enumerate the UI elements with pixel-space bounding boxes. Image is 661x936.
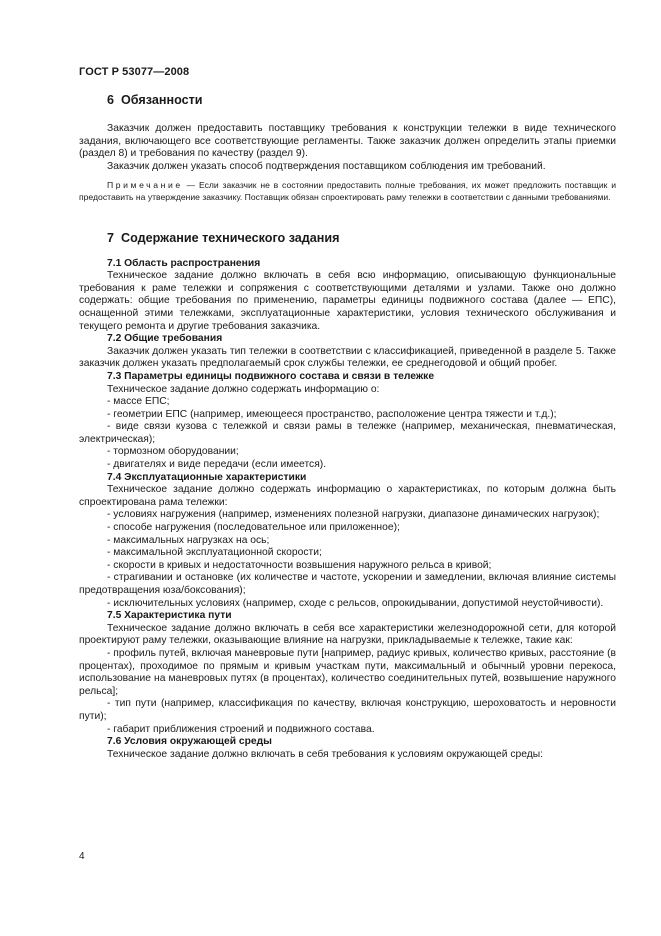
list-item: - максимальных нагрузках на ось; xyxy=(107,534,270,546)
section-6-number: 6 xyxy=(107,93,115,107)
subsection-7-5-paragraph: Техническое задание должно включать в себя все характеристики железнодорожной сети, для которой проектируют раму тележки, оказывающие влияние на нагрузки, прикладываемые к тележке, такие как: xyxy=(79,622,616,647)
section-6-note xyxy=(79,180,616,203)
list-item: - габарит приближения строений и подвижного состава. xyxy=(107,723,375,735)
document-body xyxy=(79,92,616,761)
standard-code-header: ГОСТ Р 53077—2008 xyxy=(79,66,190,78)
subsection-7-5-title: 7.5 Характеристика пути xyxy=(107,610,232,622)
list-item: - максимальной эксплуатационной скорости; xyxy=(107,547,322,559)
section-7-title: Содержание технического задания xyxy=(121,230,340,245)
subsection-7-1-paragraph: Техническое задание должно включать в себя всю информацию, описывающую функциональные требования к раме тележки и сопряжения с соответствующими деталями и узлами. Также оно должно содержать: общие требования по применению, параметры единицы подвижного состава (далее — ЕПС), оснащенной этими тележками, эксплуатационные характеристики, условия технического обслуживания и текущего ремонта и другие требования заказчика. xyxy=(79,270,616,332)
list-item: - страгивании и остановке (их количестве и частоте, ускорении и замедлении, включая влияние системы предотвращения юза/боксования); xyxy=(79,572,616,596)
list-item: - тип пути (например, классификация по качеству, включая конструкцию, шероховатость и неровности пути); xyxy=(79,698,616,722)
list-item: - виде связи кузова с тележкой и связи рамы в тележке (например, механическая, пневматическая, электрическая); xyxy=(79,421,616,445)
subsection-7-6-paragraph: Техническое задание должно включать в себя требования к условиям окружающей среды: xyxy=(107,748,544,760)
list-item: - геометрии ЕПС (например, имеющееся пространство, расположение центра тяжести и т.д.); xyxy=(107,408,557,420)
list-item: - условиях нагружения (например, изменениях полезной нагрузки, диапазоне динамических нагрузок); xyxy=(107,509,600,521)
section-6-title: Обязанности xyxy=(121,93,203,107)
section-6-heading xyxy=(79,92,616,108)
subsection-7-4-title: 7.4 Эксплуатационные характеристики xyxy=(107,471,307,483)
subsection-7-3-title: 7.3 Параметры единицы подвижного состава и связи в тележке xyxy=(107,370,435,382)
subsection-7-4-paragraph: Техническое задание должно содержать информацию о характеристиках, по которым должна быть спроектирована рама тележки: xyxy=(79,484,616,508)
list-item: - способе нагружения (последовательное или приложенное); xyxy=(107,522,400,534)
list-item: - скорости в кривых и недостаточности возвышения наружного рельса в кривой; xyxy=(107,559,492,571)
subsection-7-1-title: 7.1 Область распространения xyxy=(107,257,261,269)
section-7-heading xyxy=(79,230,616,246)
list-item: - профиль путей, включая маневровые пути [например, радиус кривых, количество кривых, расстояние (в процентах), проходимое по прямым и кривым участкам пути, максимальный и обычный уровни перекоса, использование на маневровых путях (в процентах), количество соединительных путей, возвышение наружного рельса]; xyxy=(79,647,616,697)
section-6-paragraph-2: Заказчик должен указать способ подтверждения поставщиком соблюдения им требований. xyxy=(107,160,546,172)
subsection-7-3-paragraph: Техническое задание должно содержать информацию о: xyxy=(107,383,380,395)
list-item: - тормозном оборудовании; xyxy=(107,446,239,458)
note-label: Примечание xyxy=(107,180,183,191)
list-item: - двигателях и виде передачи (если имеется). xyxy=(107,459,327,471)
page-number: 4 xyxy=(79,851,85,862)
list-item: - массе ЕПС; xyxy=(107,396,170,408)
list-item: - исключительных условиях (например, сходе с рельсов, опрокидывании, допустимой неустойчивости). xyxy=(107,597,604,609)
subsection-7-6-title: 7.6 Условия окружающей среды xyxy=(107,736,272,748)
section-7-number: 7 xyxy=(107,230,115,245)
section-6-paragraph-1: Заказчик должен предоставить поставщику требования к конструкции тележки в виде технического задания, включающего все соответствующие регламенты. Также заказчик должен определить этапы приемки (раздел 8) и требования по качеству (раздел 9). xyxy=(79,123,616,160)
subsection-7-2-title: 7.2 Общие требования xyxy=(107,333,223,345)
note-text: — Если заказчик не в состоянии предоставить полные требования, их может предложить поставщик и предоставить на утверждение заказчику. Поставщик обязан спроектировать раму тележки в соответствии с данными требованиями. xyxy=(79,180,616,202)
subsection-7-2-paragraph: Заказчик должен указать тип тележки в соответствии с классификацией, приведенной в разделе 5. Также заказчик должен указать предполагаемый срок службы тележки, ее среднегодовой и общий пробег. xyxy=(79,345,616,370)
